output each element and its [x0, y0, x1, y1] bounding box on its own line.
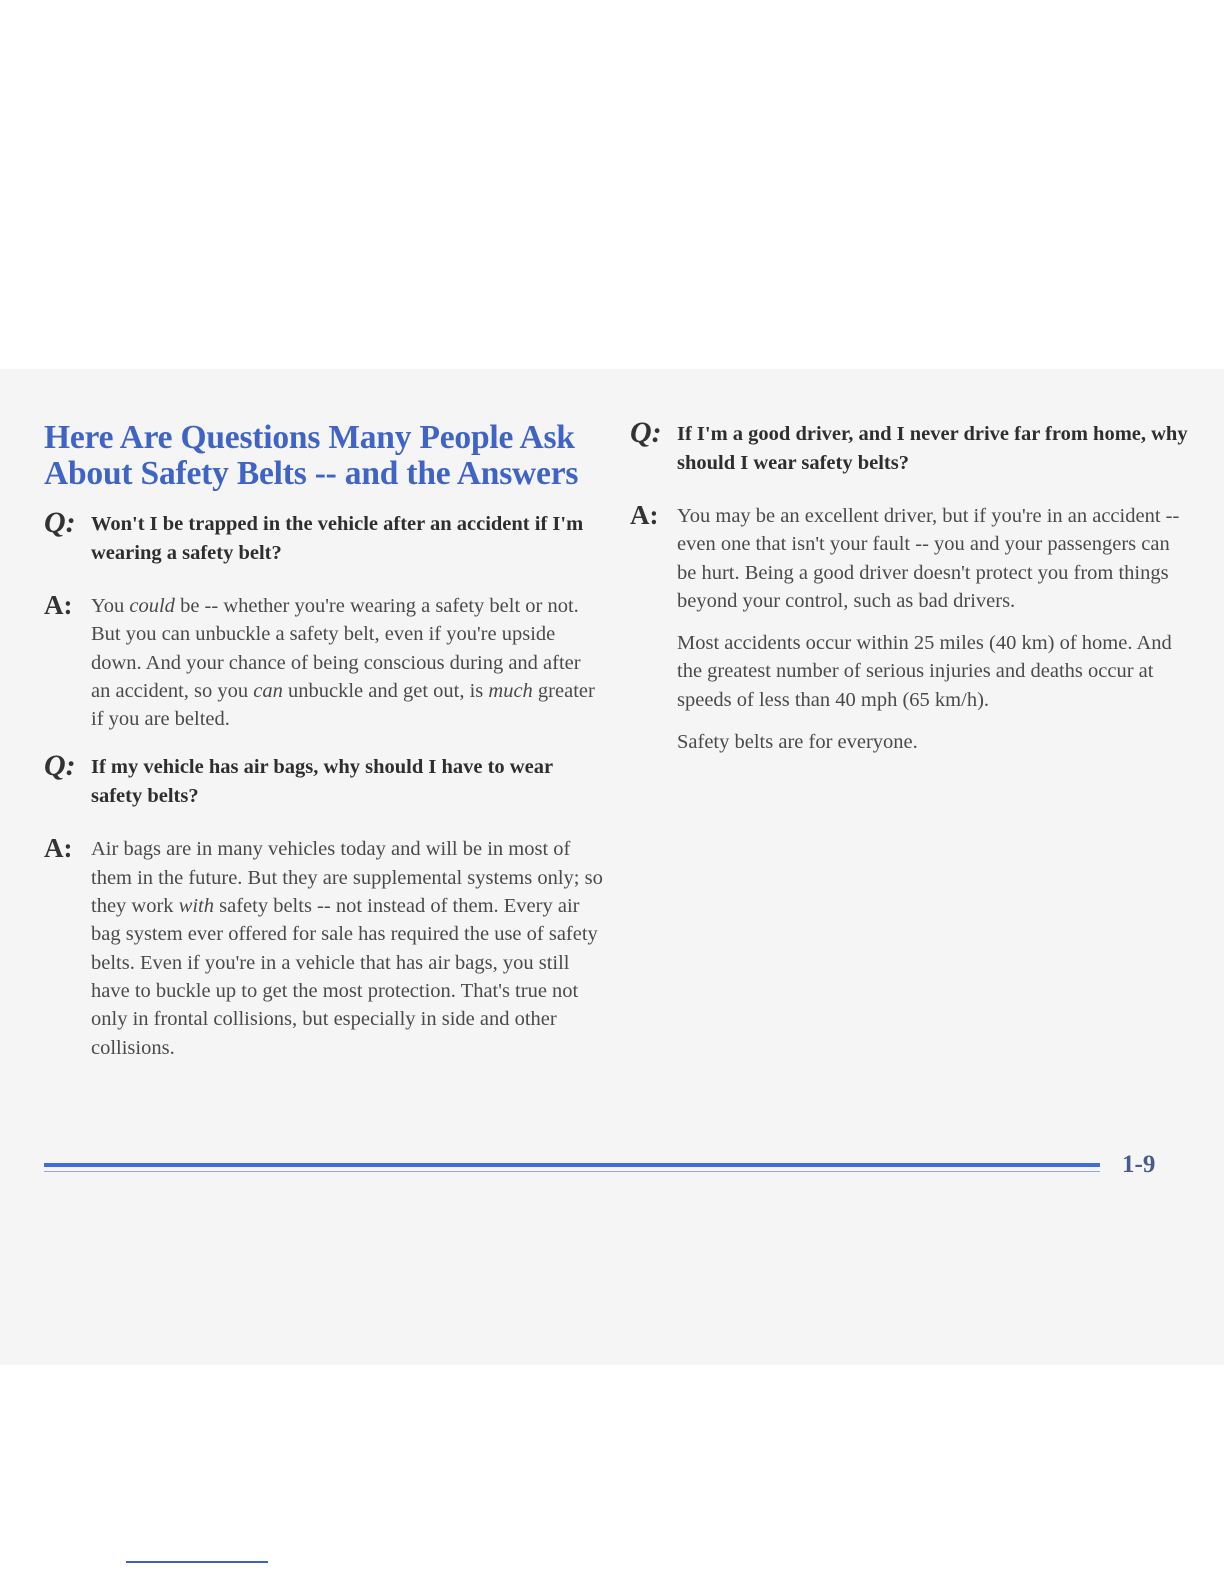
question-marker: Q: [630, 416, 662, 449]
answer-1-part: be -- whether you're wearing a safety belt or not. But you can unbuckle a safety belt, even if you're upside down. And your chance of being conscious during and after an accident, so you [91, 595, 581, 702]
section-title [44, 420, 604, 492]
answer-2-text [91, 835, 604, 1061]
answer-3-paragraph-2: Most accidents occur within 25 miles (40 km) of home. And the greatest number of serious injuries and deaths occur at speeds of less than 40 mph (65 km/h). [677, 632, 1172, 711]
section-title-line-2: About Safety Belts -- and the Answers [44, 455, 579, 492]
answer-marker: A: [44, 590, 73, 620]
answer-1-emphasis: can [253, 679, 283, 702]
question-3 [630, 416, 1190, 478]
answer-2 [44, 835, 604, 1061]
section-title-line-1: Here Are Questions Many People Ask [44, 419, 575, 456]
bottom-rule [126, 1561, 268, 1563]
answer-1-part: greater if you are belted. [91, 679, 595, 731]
question-marker: Q: [44, 749, 76, 783]
answer-1-text [91, 592, 604, 733]
answer-2-part: Air bags are in many vehicles today and will be in most of them in the future. But they are supplemental systems only; so they work [91, 838, 603, 918]
answer-3-text [677, 502, 1190, 756]
question-2-text: If my vehicle has air bags, why should I have to wear safety belts? [91, 756, 553, 808]
answer-marker: A: [44, 833, 73, 864]
answer-1-part: unbuckle and get out, is [282, 679, 489, 702]
right-column [630, 416, 1190, 776]
answer-1-emphasis: could [129, 595, 175, 617]
question-marker: Q: [44, 506, 76, 539]
footer-rule-thin [44, 1171, 1100, 1172]
answer-3-paragraph-3: Safety belts are for everyone. [677, 731, 918, 754]
question-2 [44, 749, 604, 811]
question-1-text: Won't I be trapped in the vehicle after an accident if I'm wearing a safety belt? [91, 513, 584, 564]
answer-marker: A: [630, 500, 659, 530]
footer-rule [44, 1163, 1100, 1167]
answer-2-part: safety belts -- not instead of them. Every air bag system ever offered for sale has required the use of safety belts. Even if you're in a vehicle that has air bags, you still have to buckle up to get the most protection. That's true not only in frontal collisions, but especially in side and other collisions. [91, 895, 598, 1059]
answer-1-part: You [91, 595, 130, 617]
question-1 [44, 506, 604, 568]
answer-3-paragraph-1: You may be an excellent driver, but if you're in an accident -- even one that isn't your fault -- you and your passengers can be hurt. Being a good driver doesn't protect you from things beyond your control, such as bad drivers. [677, 505, 1180, 612]
answer-3 [630, 502, 1190, 756]
question-3-text: If I'm a good driver, and I never drive far from home, why should I wear safety belts? [677, 423, 1188, 474]
left-column [44, 420, 604, 1082]
answer-2-emphasis: with [178, 895, 215, 918]
page-number: 1-9 [1122, 1151, 1156, 1178]
answer-1 [44, 592, 604, 733]
answer-1-emphasis: much [488, 679, 533, 702]
